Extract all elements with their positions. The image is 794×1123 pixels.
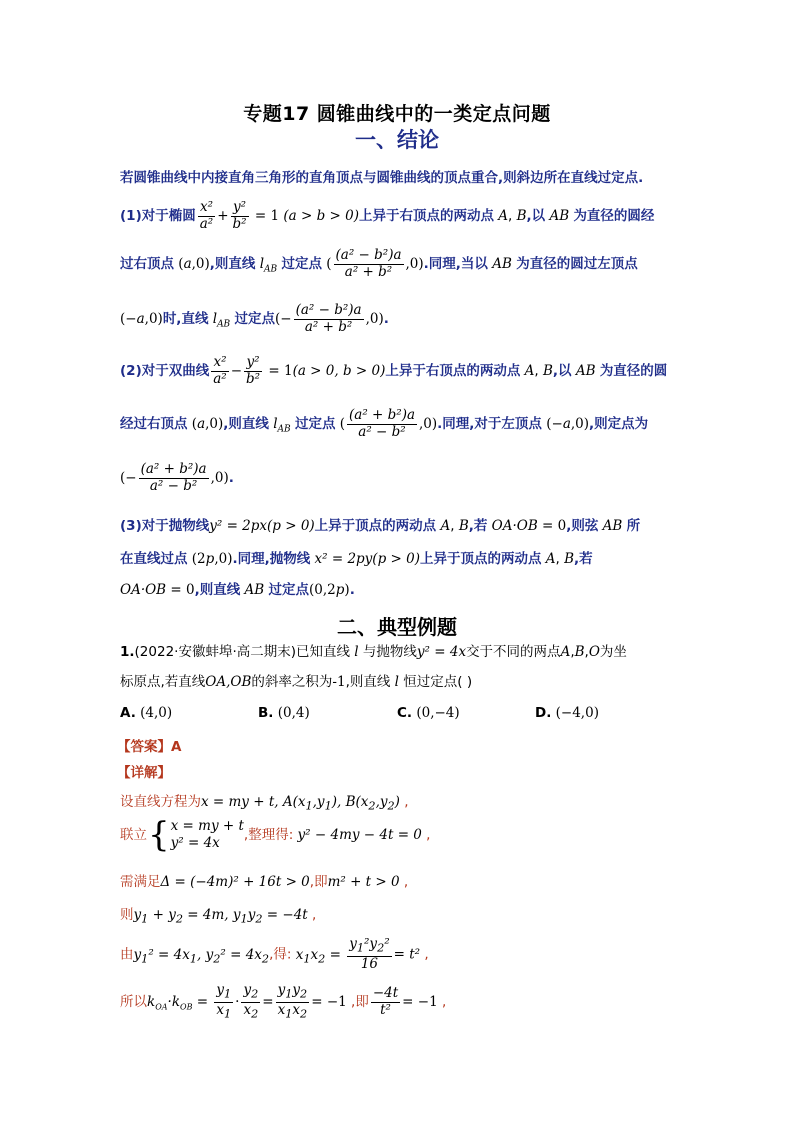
text-segment: ,以 [552, 363, 572, 380]
solution-line-5: 由$y_1^2 = 4x_1$, $y_2^2 = 4x_2$,得: $x_1x_2$ = $\frac{y_1^2y_2^2}{16}$ = t² , [120, 936, 429, 972]
fraction: $\frac{\text{x²}}{\text{a²}}$ [199, 199, 214, 232]
parabola-line-2: 在直线过点 (2p,0).同理,抛物线 x² = 2py(p > 0)上异于顶点的两动点 A, B,若 [120, 551, 593, 567]
text-segment: 过定点 [281, 256, 322, 273]
hyperbola-line-1: (2)对于双曲线 $\frac{\text{x²}}{\text{a²}}$ − $\frac{\text{y²}}{\text{b²}}$ = 1(a > 0, b > 0)上异于右顶点的两动点 A, B,以 AB 为直径的圆 [120, 354, 668, 387]
text-segment: 设直线方程为 [120, 794, 201, 810]
fraction: $\frac{y_1^2y_2^2}{16}$ [349, 936, 390, 972]
parabola-label: (3)对于抛物线 [120, 518, 210, 534]
solution-line-2: 联立{ x = my + t y² = 4x ,整理得: y² − 4my − 4t = 0 , [120, 815, 431, 855]
answer-tag: 【答案】A [117, 739, 182, 755]
text-segment: 交于不同的两点 [466, 644, 561, 660]
text-segment: ,得: [269, 946, 292, 963]
text-segment: 为坐 [599, 644, 627, 660]
fraction: $\frac{y_1}{x_1}$ [216, 982, 232, 1021]
page-title: 专题17 圆锥曲线中的一类定点问题 [243, 103, 551, 125]
hyperbola-condition: (a > 0, b > 0) [292, 363, 386, 380]
text-segment: 为直径的圆 [599, 363, 668, 380]
option-b[interactable] [258, 705, 310, 721]
fraction: $\frac{\text{x²}}{\text{a²}}$ [213, 354, 227, 387]
option-value: (4,0) [140, 705, 173, 721]
text-segment: 上异于右顶点的两动点 [358, 208, 494, 225]
fraction: $\frac{\text{(a² + b²)a}}{\text{a² − b²}}$ [349, 407, 416, 440]
text-segment: 所以 [120, 994, 147, 1011]
hyperbola-label: (2)对于双曲线 [120, 363, 210, 380]
fraction: $\frac{\text{(a² − b²)a}}{\text{a² + b²}}$ [335, 247, 402, 280]
section-heading-examples: 二、典型例题 [337, 615, 457, 639]
text-segment: 上异于顶点的两动点 [314, 518, 437, 534]
option-label: B. [258, 705, 274, 721]
text-segment: .同理,对于左顶点 [437, 416, 542, 433]
text-segment: ,若 [574, 551, 593, 567]
fraction: $\frac{\text{(a² − b²)a}}{\text{a² + b²}}$ [295, 302, 362, 335]
text-segment: 过定点 [234, 311, 275, 328]
ellipse-label: (1)对于椭圆 [120, 208, 196, 225]
fraction: $\frac{\text{y²}}{\text{b²}}$ [232, 199, 247, 232]
option-value: (0,−4) [416, 705, 460, 721]
text-segment: 所 [626, 518, 641, 534]
text-segment: ,则定点为 [589, 416, 649, 433]
section-heading-conclusion: 一、结论 [355, 128, 439, 152]
fraction: $\frac{y_2}{x_2}$ [243, 982, 259, 1021]
text-segment: 由 [120, 946, 134, 963]
text-segment: 时,直线 [162, 311, 209, 328]
solution-line-6: 所以$k_{OA}\cdot k_{OB}$ = $\frac{y_1}{x_1}$ · $\frac{y_2}{x_2}$ = $\frac{y_1y_2}{x_1x_2}$ = −1 ,即 $\frac{-4t}{\text{t²}}$ = −1 , [120, 982, 447, 1021]
text-segment: 则 [120, 907, 134, 923]
text-segment: 经过右顶点 [120, 416, 188, 433]
hyperbola-line-2: 经过右顶点 (a,0),则直线 $l_{AB}$ 过定点 ( $\frac{\text{(a² + b²)a}}{\text{a² − b²}}$ ,0).同理,对于左顶点 (−a,0),则定点为 [120, 407, 649, 440]
ellipse-line-1: (1)对于椭圆 $\frac{\text{x²}}{\text{a²}}$ + $\frac{\text{y²}}{\text{b²}}$ = 1 (a > b > 0)上异于右顶点的两动点 A, B,以 AB 为直径的圆经 [120, 199, 655, 232]
text-segment: ,若 [468, 518, 488, 534]
parabola-equation-2: x² = 2py(p > 0) [314, 551, 420, 567]
fraction: $\frac{y_1y_2}{x_1x_2}$ [277, 982, 308, 1021]
text-segment: 需满足 [120, 874, 161, 890]
text-segment: .同理,抛物线 [232, 551, 311, 567]
text-segment: 标原点,若直线 [120, 674, 206, 690]
question-equation: y² = 4x [416, 644, 467, 660]
ellipse-line-2: 过右顶点 (a,0),则直线 $l_{AB}$ 过定点 ( $\frac{\text{(a² − b²)a}}{\text{a² + b²}}$ ,0).同理,当以 AB 为直径的圆过左顶点 [120, 247, 638, 280]
option-label: A. [120, 705, 136, 721]
text-segment: 与抛物线 [362, 644, 417, 660]
parabola-equation: y² = 2px(p > 0) [209, 518, 315, 534]
option-label: D. [535, 705, 552, 721]
text-segment: ,则直线 [223, 416, 269, 433]
fraction: $\frac{\text{y²}}{\text{b²}}$ [246, 354, 261, 387]
text-segment: .同理,当以 [423, 256, 488, 273]
detail-tag: 【详解】 [117, 765, 171, 781]
option-a[interactable] [120, 705, 172, 721]
parabola-line-1: (3)对于抛物线y² = 2px(p > 0)上异于顶点的两动点 A, B,若 OA·OB = 0,则弦 AB 所 [120, 518, 641, 534]
question-1-line-1: 1.(2022·安徽蚌埠·高二期末)已知直线 l 与抛物线y² = 4x交于不同的两点A,B,O为坐 [120, 644, 627, 660]
text-segment: ,即 [351, 994, 369, 1011]
option-value: (−4,0) [555, 705, 599, 721]
question-number: 1. [120, 644, 135, 660]
solution-line-3: 需满足Δ = (−4m)² + 16t > 0,即m² + t > 0 , [120, 874, 409, 890]
text-segment: ,整理得: [243, 827, 294, 843]
text-segment: 上异于顶点的两动点 [419, 551, 542, 567]
ellipse-line-3: (−a,0)时,直线 $l_{AB}$ 过定点(− $\frac{\text{(a² − b²)a}}{\text{a² + b²}}$ ,0). [120, 302, 389, 335]
text-segment: 为直径的圆过左顶点 [516, 256, 638, 273]
text-segment: 恒过定点( ) [403, 674, 473, 690]
option-value: (0,4) [277, 705, 310, 721]
ellipse-condition: (a > b > 0) [283, 208, 359, 225]
text-segment: ,则直线 [345, 674, 391, 690]
question-source: (2022·安徽蚌埠·高二期末) [134, 644, 297, 660]
text-segment: ,则直线 [209, 256, 256, 273]
option-c[interactable] [397, 705, 460, 721]
text-segment: ,则直线 [194, 582, 241, 598]
text-segment: 过定点 [268, 582, 309, 598]
text-segment: 的斜率之积为 [251, 674, 333, 690]
parabola-line-3: OA·OB = 0,则直线 AB 过定点(0,2p). [120, 582, 355, 598]
intro-text: 若圆锥曲线中内接直角三角形的直角顶点与圆锥曲线的顶点重合,则斜边所在直线过定点. [120, 170, 644, 186]
text-segment: ,则弦 [566, 518, 599, 534]
text-segment: 联立 [120, 827, 147, 843]
hyperbola-line-3: (− $\frac{\text{(a² + b²)a}}{\text{a² − b²}}$ ,0). [120, 461, 234, 494]
text-segment: ,以 [526, 208, 546, 225]
question-1-line-2: 标原点,若直线OA,OB的斜率之积为-1,则直线 l 恒过定点( ) [120, 674, 473, 690]
text-segment: 上异于右顶点的两动点 [385, 363, 521, 380]
option-label: C. [397, 705, 413, 721]
text-segment: ,即 [309, 874, 328, 890]
text-segment: 过右顶点 [120, 256, 174, 273]
fraction: $\frac{\text{(a² + b²)a}}{\text{a² − b²}}$ [140, 461, 207, 494]
text-segment: 为直径的圆经 [573, 208, 655, 225]
text-segment: 已知直线 [296, 644, 351, 660]
solution-line-1: 设直线方程为x = my + t, $A(x_1,y_1)$, $B(x_2,y_2)$ , [120, 794, 409, 813]
fraction: $\frac{-4t}{\text{t²}}$ [372, 985, 399, 1018]
text-segment: 过定点 [294, 416, 336, 433]
text-segment: 在直线过点 [120, 551, 188, 567]
option-d[interactable] [535, 705, 599, 721]
solution-line-4: 则$y_1 + y_2 = 4m$, $y_1y_2 = -4t$ , [120, 907, 317, 926]
